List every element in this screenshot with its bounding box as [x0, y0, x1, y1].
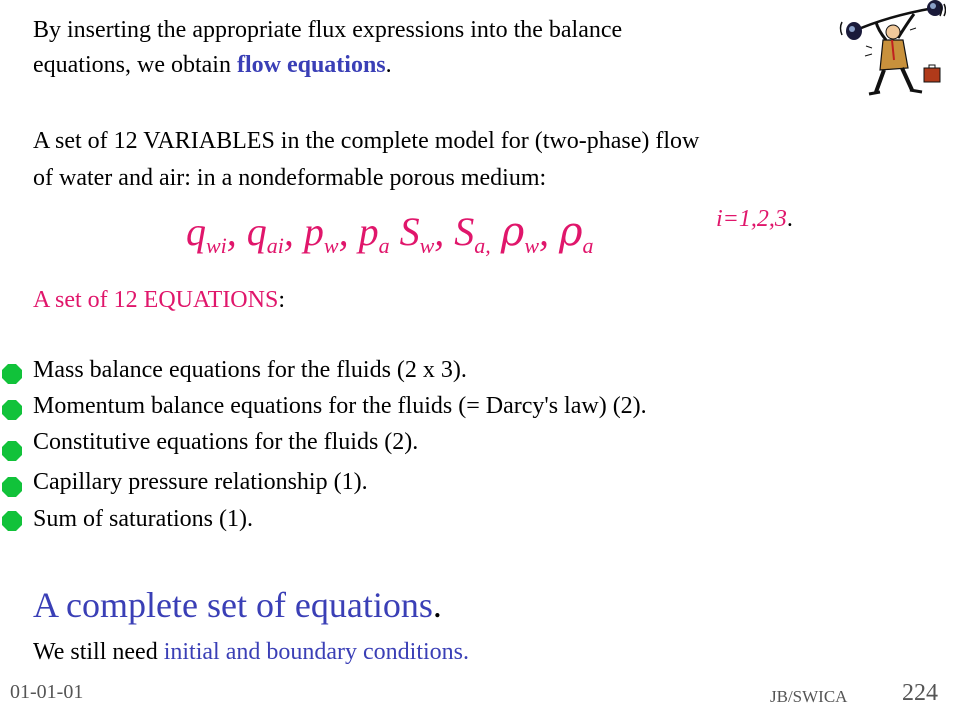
- footer-date: 01-01-01: [10, 681, 84, 703]
- intro-line-2-suffix: .: [385, 52, 392, 78]
- list-item: Sum of saturations (1).: [33, 506, 253, 532]
- variables-formula: [186, 208, 594, 259]
- green-octagon-bullet-icon: [1, 476, 23, 498]
- intro-line-2-prefix: equations, we obtain: [33, 52, 237, 78]
- s-a-term: $S_{a,}$: [454, 209, 491, 258]
- q-wi-term: $q_{wi}$,: [186, 209, 237, 258]
- p-a-term: $p_a$: [358, 209, 390, 258]
- list-item: Constitutive equations for the fluids (2).: [33, 429, 419, 455]
- conditions-term: initial and boundary conditions.: [163, 639, 469, 665]
- page-number: 224: [902, 680, 938, 706]
- list-item: Mass balance equations for the fluids (2 x 3).: [33, 357, 467, 383]
- equations-heading: A set of 12 EQUATIONS:: [33, 287, 285, 313]
- variables-line-1: A set of 12 VARIABLES in the complete model for (two-phase) flow: [33, 128, 700, 154]
- list-item: Momentum balance equations for the fluids (= Darcy's law) (2).: [33, 393, 647, 419]
- green-octagon-bullet-icon: [1, 399, 23, 421]
- list-item: Capillary pressure relationship (1).: [33, 469, 368, 495]
- q-ai-term: $q_{ai}$,: [246, 209, 294, 258]
- complete-set-heading: A complete set of equations.: [33, 585, 442, 625]
- s-w-term: $S_w$,: [399, 209, 445, 258]
- intro-line-1: By inserting the appropriate flux expressions into the balance: [33, 17, 623, 43]
- green-octagon-bullet-icon: [1, 510, 23, 532]
- intro-line-2: [33, 47, 392, 84]
- green-octagon-bullet-icon: [1, 440, 23, 462]
- weightlifter-businessman-icon: [836, 0, 946, 104]
- footer-author: JB/SWICA: [770, 687, 848, 706]
- p-w-term: $p_w$,: [303, 209, 349, 258]
- green-octagon-bullet-icon: [1, 363, 23, 385]
- rho-a-term: $\rho_a$: [559, 209, 594, 258]
- rho-w-term: $\rho_w$,: [500, 209, 549, 258]
- conditions-line: We still need initial and boundary conditions.: [33, 639, 469, 665]
- flow-equations-term: flow equations: [236, 52, 386, 78]
- index-range: i=1,2,3.: [716, 206, 793, 232]
- variables-line-2: of water and air: in a nondeformable porous medium:: [33, 165, 547, 191]
